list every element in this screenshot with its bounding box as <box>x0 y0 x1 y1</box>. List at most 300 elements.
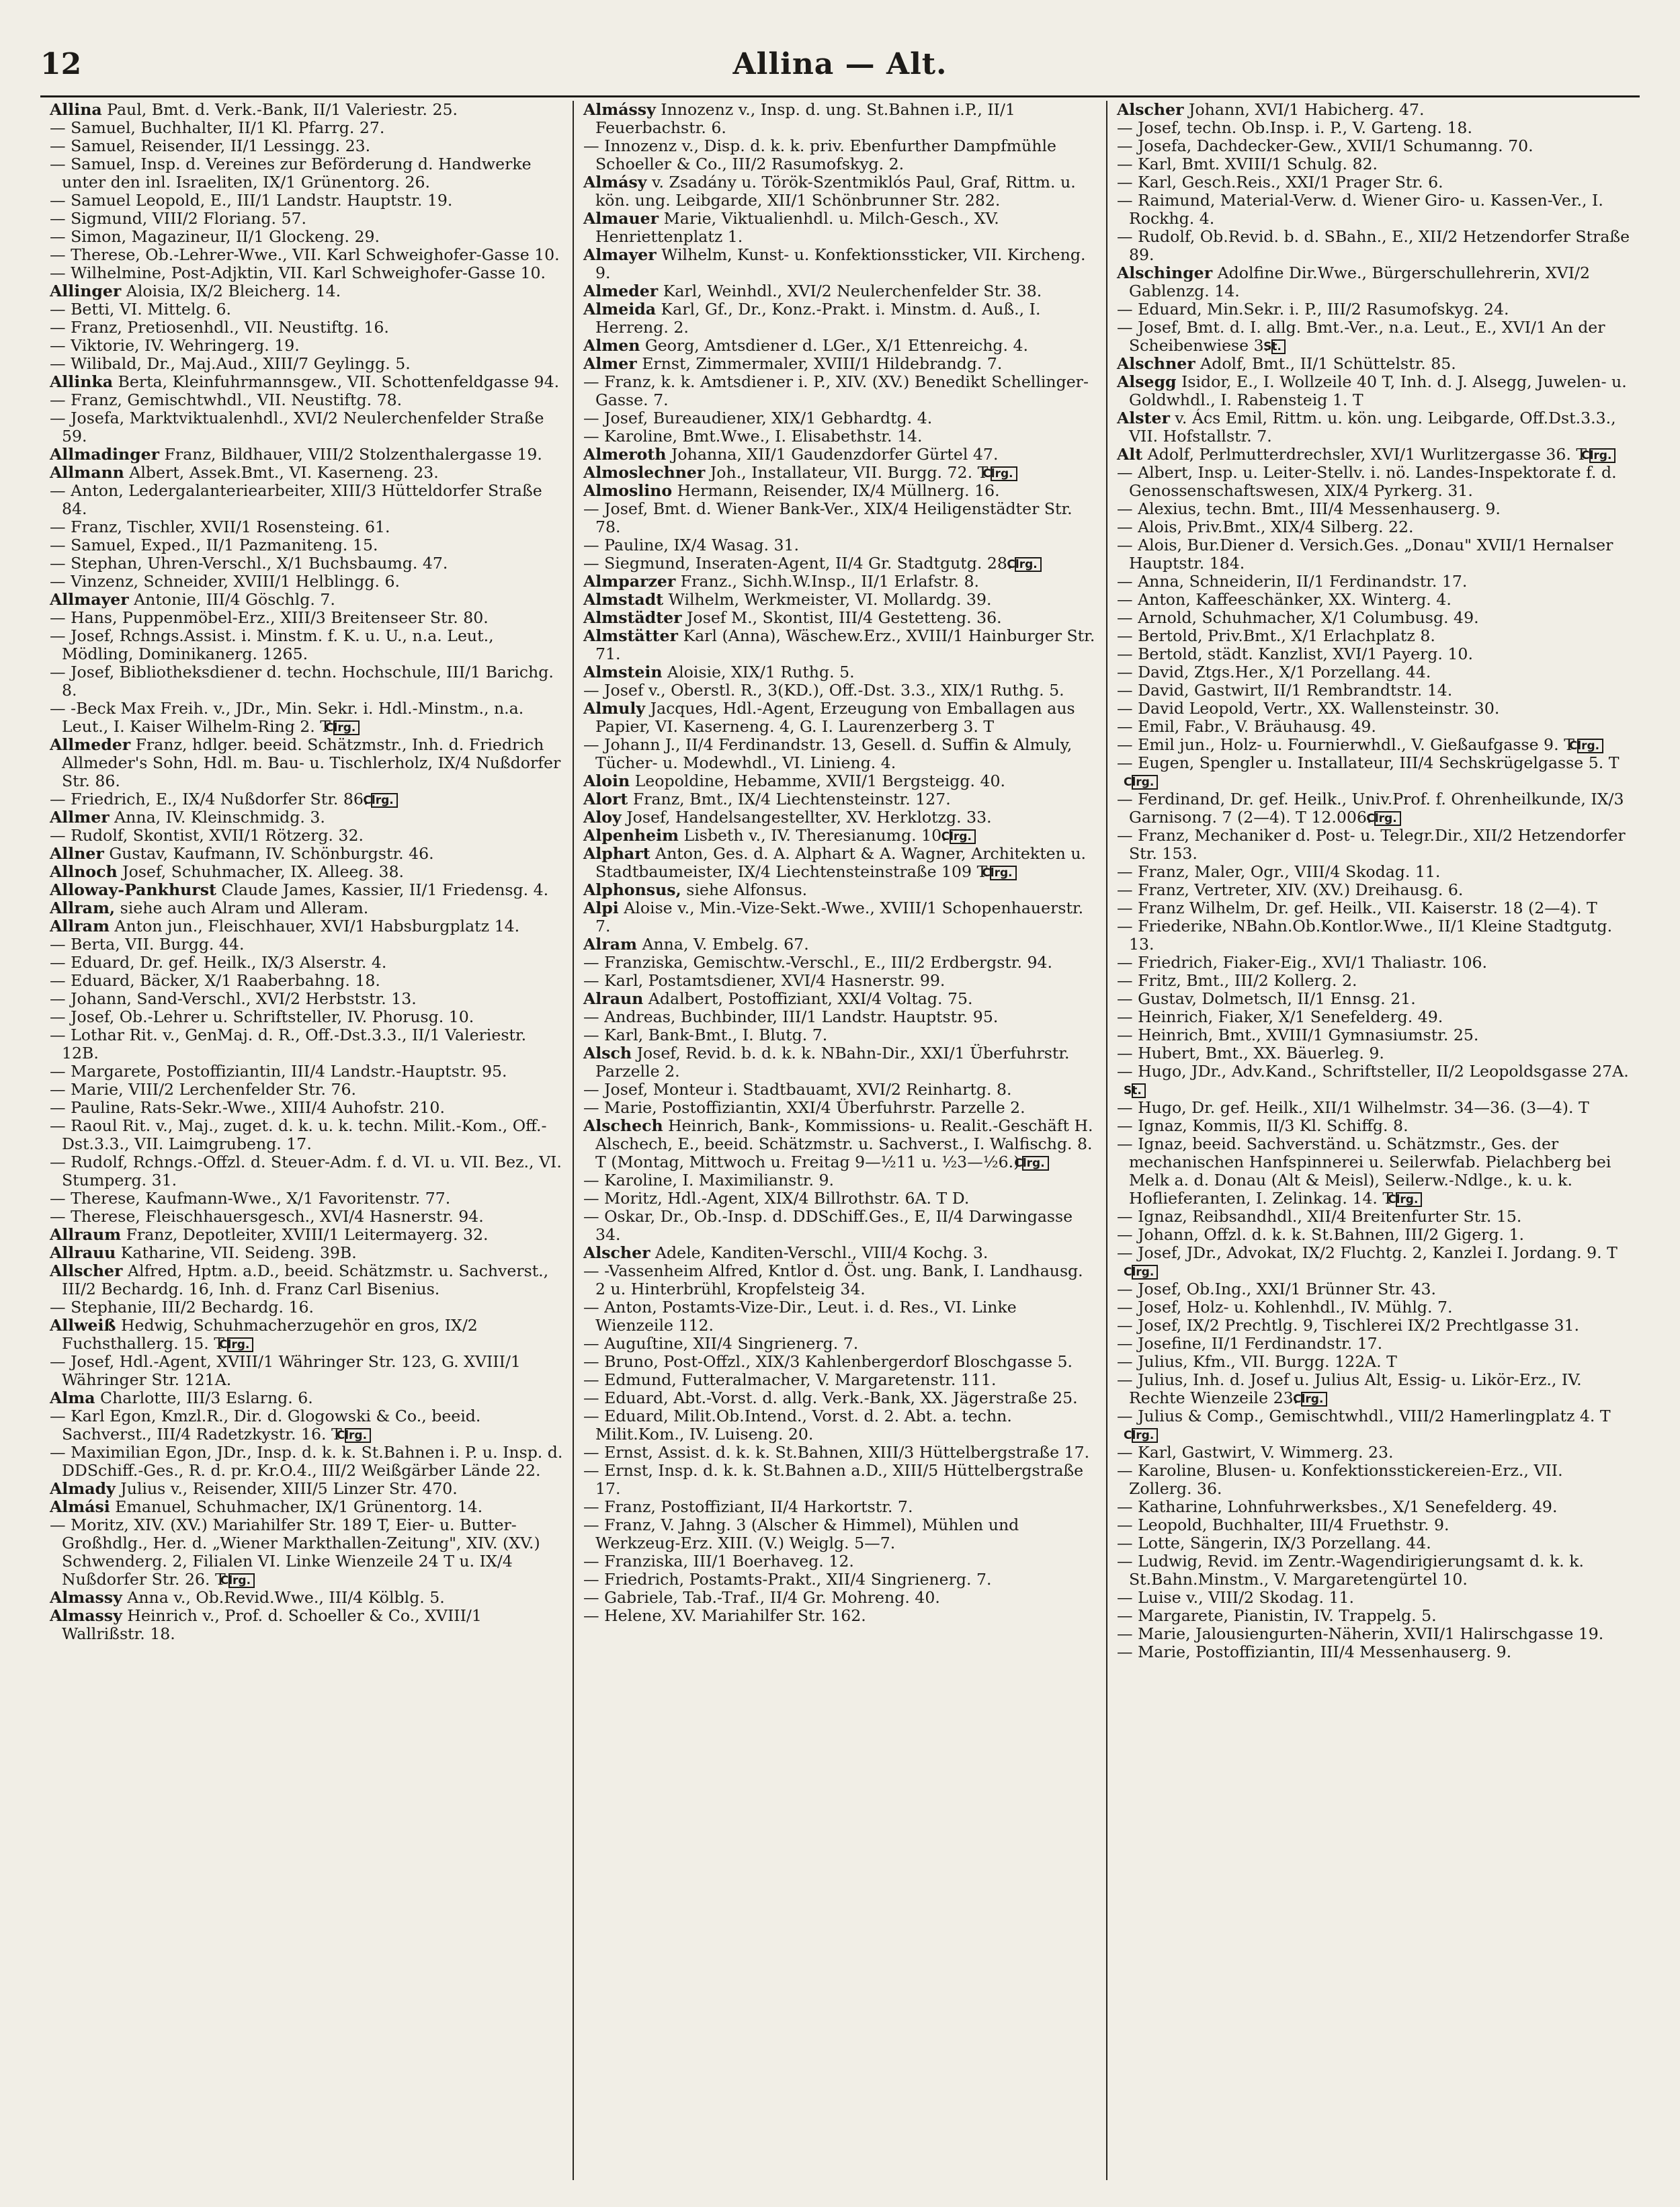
directory-entry <box>583 427 1097 446</box>
directory-entry <box>1117 609 1630 627</box>
entry-headword: Almoslechner <box>583 463 706 482</box>
directory-entry <box>583 1589 1097 1607</box>
entry-text: Anton jun., Fleischhauer, XVI/1 Habsburgplatz 14. <box>114 917 520 935</box>
directory-entry <box>1117 518 1630 536</box>
directory-entry <box>1117 1026 1630 1044</box>
entry-text: Adalbert, Postoffiziant, XXI/4 Voltag. 75. <box>648 989 973 1008</box>
entry-headword: Almeida <box>583 300 656 319</box>
entry-headword: Alscher <box>1117 101 1184 119</box>
entry-text: — Bruno, Post-Offzl., XIX/3 Kahlenbergerdorf Bloschgasse 5. <box>583 1352 1073 1371</box>
entry-headword: Allraum <box>50 1225 122 1244</box>
entry-tag: Clrg. <box>1132 1428 1158 1443</box>
directory-entry <box>1117 1643 1630 1661</box>
entry-text: — Fritz, Bmt., III/2 Kollerg. 2. <box>1117 971 1357 990</box>
entry-text: — Marie, Jalousiengurten-Näherin, XVII/1 Halirschgasse 19. <box>1117 1624 1604 1643</box>
directory-entry <box>583 808 1097 827</box>
entry-headword: Almayer <box>583 245 657 264</box>
entry-text: — Wilibald, Dr., Maj.Aud., XIII/7 Geylingg. 5. <box>50 354 411 373</box>
directory-entry <box>50 736 563 790</box>
entry-text: Julius v., Reisender, XIII/5 Linzer Str. 470. <box>120 1479 458 1498</box>
directory-entry <box>1117 917 1630 954</box>
entry-text: — Andreas, Buchbinder, III/1 Landstr. Hauptstr. 95. <box>583 1007 999 1026</box>
directory-entry <box>583 681 1097 700</box>
directory-entry <box>583 300 1097 337</box>
entry-text: — Margarete, Postoffiziantin, III/4 Landstr.-Hauptstr. 95. <box>50 1062 507 1081</box>
directory-entry <box>50 536 563 554</box>
directory-entry <box>1117 1371 1630 1407</box>
directory-entry <box>1117 355 1630 373</box>
directory-entry <box>583 554 1097 573</box>
directory-entry <box>50 319 563 337</box>
entry-text: — Samuel, Reisender, II/1 Lessingg. 23. <box>50 136 371 155</box>
directory-entry <box>583 609 1097 627</box>
entry-text: Innozenz v., Insp. d. ung. St.Bahnen i.P., II/1 Feuerbachstr. 6. <box>595 101 1015 137</box>
entry-text: — Franziska, III/1 Boerhaveg. 12. <box>583 1552 854 1571</box>
entry-text: — Edmund, Futteralmacher, V. Margaretenstr. 111. <box>583 1370 997 1389</box>
entry-text: v. Ács Emil, Rittm. u. kön. ung. Leibgarde, Off.Dst.3.3., VII. Hofstallstr. 7. <box>1129 409 1616 446</box>
directory-entry <box>1117 1534 1630 1552</box>
entry-text: — Rudolf, Ob.Revid. b. d. SBahn., E., XII/2 Hetzendorfer Straße 89. <box>1117 227 1630 264</box>
entry-text: — Lothar Rit. v., GenMaj. d. R., Off.-Dst.3.3., II/1 Valeriestr. 12B. <box>50 1026 527 1063</box>
directory-entry <box>583 173 1097 210</box>
entry-text: — David, Ztgs.Her., X/1 Porzellang. 44. <box>1117 663 1431 681</box>
directory-entry <box>583 500 1097 536</box>
directory-entry <box>50 1190 563 1208</box>
entry-text: — Josef, Bmt. d. I. allg. Bmt.-Ver., n.a. Leut., E., XVI/1 An der Scheibenwiese 3. <box>1117 318 1605 355</box>
entry-text: — Samuel Leopold, E., III/1 Landstr. Hauptstr. 19. <box>50 191 453 210</box>
directory-entry <box>583 1117 1097 1171</box>
entry-tag: Clrg. <box>1374 811 1400 826</box>
directory-entry <box>50 808 563 827</box>
entry-text: Franz, Bildhauer, VIII/2 Stolzenthalergasse 19. <box>164 445 542 464</box>
entry-text: — Rudolf, Skontist, XVII/1 Rötzerg. 32. <box>50 826 364 845</box>
entry-text: Antonie, III/4 Göschlg. 7. <box>134 590 335 609</box>
entry-headword: Allnoch <box>50 862 118 881</box>
entry-text: — Franz, Postoffiziant, II/4 Harkortstr. 7. <box>583 1497 913 1516</box>
entry-text: — Josef, Rchngs.Assist. i. Minstm. f. K. u. U., n.a. Leut., Mödling, Dominikanerg. 1265. <box>50 626 494 663</box>
entry-headword: Almen <box>583 336 640 355</box>
directory-entry <box>1117 1607 1630 1625</box>
directory-entry <box>1117 1444 1630 1462</box>
entry-text: — David Leopold, Vertr., XX. Wallensteinstr. 30. <box>1117 699 1500 718</box>
entry-text: — Karl Egon, Kmzl.R., Dir. d. Glogowski & Co., beeid. Sachverst., III/4 Radetzkystr. 16. T <box>50 1407 481 1444</box>
directory-entry <box>50 1099 563 1117</box>
entry-text: — Albert, Insp. u. Leiter-Stellv. i. nö. Landes-Inspektorate f. d. Genossenschaftswesen, XIX/4 Pyrkerg. 31. <box>1117 463 1617 500</box>
entry-text: Charlotte, III/3 Eslarng. 6. <box>100 1388 313 1407</box>
entry-tag: St. <box>1132 1083 1146 1098</box>
directory-entry <box>50 1081 563 1099</box>
entry-headword: Almparzer <box>583 572 676 591</box>
entry-text: — Josefa, Dachdecker-Gew., XVII/1 Schumanng. 70. <box>1117 136 1534 155</box>
entry-headword: Almauer <box>583 209 659 228</box>
directory-entry <box>1117 192 1630 228</box>
entry-headword: Alphonsus, <box>583 880 681 899</box>
entry-text: — Moritz, XIV. (XV.) Mariahilfer Str. 189 T, Eier- u. Butter-Großhdlg., Her. d. „Wiener Markthallen-Zeitung", XIV. (XV.) Schwenderg. 2, Filialen VI. Linke Wienzeile 24 T u. IX/4 Nußdorfer Str. 26. T <box>50 1515 540 1589</box>
directory-entry <box>1117 119 1630 137</box>
directory-entry <box>1117 1099 1630 1117</box>
entry-text: — Josef, Ob.-Lehrer u. Schriftsteller, IV. Phorusg. 10. <box>50 1007 474 1026</box>
directory-entry <box>1117 1335 1630 1353</box>
directory-entry <box>1117 464 1630 500</box>
directory-entry <box>50 282 563 300</box>
entry-text: — Eduard, Bäcker, X/1 Raaberbahng. 18. <box>50 971 380 990</box>
entry-text: — Lotte, Sängerin, IX/3 Porzellang. 44. <box>1117 1534 1431 1552</box>
directory-entry <box>583 355 1097 373</box>
entry-headword: Alloway-Pankhurst <box>50 880 216 899</box>
entry-text: — Johann, Sand-Verschl., XVI/2 Herbststr. 13. <box>50 989 417 1008</box>
entry-text: siehe Alfonsus. <box>686 880 808 899</box>
entry-text: — Julius, Inh. d. Josef u. Julius Alt, Essig- u. Likör-Erz., IV. Rechte Wienzeile 23. <box>1117 1370 1582 1407</box>
entry-text: v. Zsadány u. Török-Szentmiklós Paul, Graf, Rittm. u. kön. ung. Leibgarde, XII/1 Schönbrunner Str. 282. <box>595 173 1076 210</box>
column-3 <box>1106 101 1640 2180</box>
entry-headword: Almási <box>50 1497 110 1516</box>
entry-text: Anton, Ges. d. A. Alphart & A. Wagner, Architekten u. Stadtbaumeister, IX/4 Liechtensteinstraße 109 T <box>595 844 1087 881</box>
directory-entry <box>1117 409 1630 446</box>
entry-headword: Alort <box>583 790 628 808</box>
entry-headword: Almeder <box>583 282 659 300</box>
directory-entry <box>50 1063 563 1081</box>
entry-text: — Johann, Offzl. d. k. k. St.Bahnen, III/2 Gigerg. 1. <box>1117 1225 1525 1244</box>
directory-entry <box>1117 1298 1630 1317</box>
entry-headword: Almstadt <box>583 590 664 609</box>
entry-text: — -Vassenheim Alfred, Kntlor d. Öst. ung. Bank, I. Landhausg. 2 u. Hinterbrühl, Kropfelsteig 34. <box>583 1261 1083 1298</box>
running-head: Allina — Alt. <box>732 47 948 81</box>
entry-text: — Josefine, II/1 Ferdinandstr. 17. <box>1117 1334 1383 1353</box>
entry-text: — Therese, Ob.-Lehrer-Wwe., VII. Karl Schweighofer-Gasse 10. <box>50 245 560 264</box>
directory-entry <box>583 246 1097 282</box>
entry-tag: Clrg. <box>1022 1156 1048 1171</box>
entry-text: — Karoline, Bmt.Wwe., I. Elisabethstr. 14. <box>583 427 923 446</box>
directory-entry <box>50 119 563 137</box>
entry-text: Adolf, Perlmutterdrechsler, XVI/1 Wurlitzergasse 36. T <box>1147 445 1587 464</box>
entry-text: — Franz, V. Jahng. 3 (Alscher & Himmel), Mühlen und Werkzeug-Erz. XIII. (V.) Weiglg. 5—7. <box>583 1515 1019 1552</box>
entry-headword: Allmayer <box>50 590 129 609</box>
entry-text: Josef, Revid. b. d. k. k. NBahn-Dir., XXI/1 Überfuhrstr. Parzelle 2. <box>595 1044 1070 1081</box>
entry-headword: Almássy <box>583 101 656 119</box>
entry-text: — Franz, Pretiosenhdl., VII. Neustiftg. 16. <box>50 318 389 337</box>
entry-text: — Bertold, städt. Kanzlist, XVI/1 Payerg. 10. <box>1117 644 1473 663</box>
entry-text: Ernst, Zimmermaler, XVIII/1 Hildebrandg. 7. <box>642 354 1003 373</box>
directory-entry <box>1117 500 1630 518</box>
directory-entry <box>1117 1353 1630 1371</box>
entry-text: — Alois, Bur.Diener d. Versich.Ges. „Donau" XVII/1 Hernalser Hauptstr. 184. <box>1117 536 1613 573</box>
directory-entry <box>583 990 1097 1008</box>
entry-text: — Raoul Rit. v., Maj., zuget. d. k. u. k. techn. Milit.-Kom., Off.-Dst.3.3., VII. Laimgrubeng. 17. <box>50 1116 547 1153</box>
directory-entry <box>583 373 1097 409</box>
directory-entry <box>50 192 563 210</box>
entry-tag: Clrg. <box>991 466 1017 481</box>
entry-headword: Alpenheim <box>583 826 679 845</box>
entry-text: — Hugo, JDr., Adv.Kand., Schriftsteller, II/2 Leopoldsgasse 27A. <box>1117 1062 1629 1081</box>
entry-text: Lisbeth v., IV. Theresianumg. 10. <box>683 826 947 845</box>
directory-entry <box>583 935 1097 954</box>
entry-text: — Pauline, IX/4 Wasag. 31. <box>583 536 800 554</box>
entry-text: — Friederike, NBahn.Ob.Kontlor.Wwe., II/1 Kleine Stadtgutg. 13. <box>1117 917 1613 954</box>
entry-text: — Eugen, Spengler u. Installateur, III/4 Sechskrügelgasse 5. T <box>1117 753 1620 772</box>
entry-headword: Alschner <box>1117 354 1195 373</box>
directory-entry <box>583 1244 1097 1262</box>
entry-tag: Clrg. <box>345 1428 371 1443</box>
directory-entry <box>583 1190 1097 1208</box>
entry-text: — Marie, Postoffiziantin, XXI/4 Überfuhrstr. Parzelle 2. <box>583 1098 1025 1117</box>
entry-text: — Josef, IX/2 Prechtlg. 9, Tischlerei IX/2 Prechtlgasse 31. <box>1117 1316 1580 1335</box>
directory-entry <box>583 1353 1097 1371</box>
entry-text: — Ferdinand, Dr. gef. Heilk., Univ.Prof. f. Ohrenheilkunde, IX/3 Garnisong. 7 (2—4). T 12.006. <box>1117 790 1624 827</box>
entry-text: Karl (Anna), Wäschew.Erz., XVIII/1 Hainburger Str. 71. <box>595 626 1095 663</box>
directory-entry <box>1117 827 1630 863</box>
entry-headword: Allina <box>50 101 102 119</box>
entry-text: Isidor, E., I. Wollzeile 40 T, Inh. d. J. Alsegg, Juwelen- u. Goldwhdl., I. Rabensteig 1. T <box>1129 372 1627 409</box>
directory-entry <box>1117 1407 1630 1444</box>
directory-entry <box>50 518 563 536</box>
directory-entry <box>583 1462 1097 1498</box>
directory-entry <box>50 1208 563 1226</box>
entry-text: Leopoldine, Hebamme, XVII/1 Bergsteigg. 40. <box>634 772 1005 790</box>
directory-entry <box>50 881 563 899</box>
entry-text: Heinrich v., Prof. d. Schoeller & Co., XVIII/1 Wallrißstr. 18. <box>62 1606 482 1643</box>
directory-entry <box>1117 155 1630 173</box>
directory-entry <box>50 1407 563 1444</box>
entry-text: Berta, Kleinfuhrmannsgew., VII. Schottenfeldgasse 94. <box>118 372 560 391</box>
entry-text: — Leopold, Buchhalter, III/4 Fruethstr. 9. <box>1117 1515 1450 1534</box>
directory-entry <box>583 972 1097 990</box>
directory-entry <box>1117 1462 1630 1498</box>
entry-headword: Allmadinger <box>50 445 160 464</box>
entry-text: — Stephanie, III/2 Bechardg. 16. <box>50 1298 314 1317</box>
entry-headword: Allner <box>50 844 104 863</box>
directory-entry <box>50 863 563 881</box>
entry-text: — Franz, Gemischtwhdl., VII. Neustiftg. 78. <box>50 390 403 409</box>
entry-text: — Friedrich, E., IX/4 Nußdorfer Str. 86. <box>50 790 369 808</box>
directory-entry <box>50 790 563 808</box>
entry-text: — Josef, Hdl.-Agent, XVIII/1 Währinger Str. 123, G. XVIII/1 Währinger Str. 121A. <box>50 1352 521 1389</box>
entry-tag: Clrg. <box>1301 1392 1327 1407</box>
directory-entry <box>583 1298 1097 1335</box>
entry-headword: Allmeder <box>50 735 131 754</box>
directory-entry <box>583 700 1097 736</box>
directory-entry <box>583 482 1097 500</box>
entry-text: — Viktorie, IV. Wehringerg. 19. <box>50 336 300 355</box>
column-1 <box>40 101 573 2180</box>
entry-tag: Clrg. <box>1132 1265 1158 1280</box>
entry-text: — Josef, Ob.Ing., XXI/1 Brünner Str. 43. <box>1117 1280 1436 1298</box>
directory-entry <box>50 972 563 990</box>
directory-entry <box>1117 446 1630 464</box>
directory-entry <box>1117 972 1630 990</box>
entry-text: Paul, Bmt. d. Verk.-Bank, II/1 Valeriestr. 25. <box>107 101 458 119</box>
entry-text: — Karoline, I. Maximilianstr. 9. <box>583 1171 834 1190</box>
entry-text: — Anton, Kaffeeschänker, XX. Winterg. 4. <box>1117 590 1452 609</box>
entry-text: — Hubert, Bmt., XX. Bäuerleg. 9. <box>1117 1044 1384 1063</box>
column-2 <box>573 101 1106 2180</box>
entry-headword: Allweiß <box>50 1316 116 1335</box>
directory-entry <box>583 627 1097 663</box>
entry-headword: Allram, <box>50 899 116 917</box>
directory-entry <box>50 264 563 282</box>
directory-entry <box>1117 663 1630 681</box>
entry-text: — Heinrich, Bmt., XVIII/1 Gymnasiumstr. 25. <box>1117 1026 1479 1044</box>
directory-entry <box>50 1444 563 1480</box>
entry-text: — Therese, Fleischhauersgesch., XVI/4 Hasnerstr. 94. <box>50 1207 484 1226</box>
directory-entry <box>583 464 1097 482</box>
directory-entry <box>50 935 563 954</box>
entry-text: — Emil, Fabr., V. Bräuhausg. 49. <box>1117 717 1376 736</box>
entry-tag: Clrg. <box>1589 448 1615 463</box>
entry-text: Johanna, XII/1 Gaudenzdorfer Gürtel 47. <box>671 445 999 464</box>
directory-entry <box>50 1153 563 1190</box>
entry-text: — Josef, JDr., Advokat, IX/2 Fluchtg. 2, Kanzlei I. Jordang. 9. T <box>1117 1243 1618 1262</box>
directory-entry <box>1117 536 1630 573</box>
entry-text: Aloise v., Min.-Vize-Sekt.-Wwe., XVIII/1 Schopenhauerstr. 7. <box>595 899 1084 935</box>
directory-entry <box>1117 1008 1630 1026</box>
entry-text: — Karoline, Blusen- u. Konfektionsstickereien-Erz., VII. Zollerg. 36. <box>1117 1461 1563 1498</box>
entry-text: Hermann, Reisender, IX/4 Müllnerg. 16. <box>677 481 1000 500</box>
entry-text: — Alois, Priv.Bmt., XIX/4 Silberg. 22. <box>1117 517 1414 536</box>
directory-entry <box>50 300 563 319</box>
directory-entry <box>1117 1589 1630 1607</box>
entry-tag: Clrg. <box>1132 775 1158 790</box>
entry-text: — Karl, Gastwirt, V. Wimmerg. 23. <box>1117 1443 1394 1462</box>
entry-text: Jacques, Hdl.-Agent, Erzeugung von Emballagen aus Papier, VI. Kaserneng. 4, G. I. Laurenzerberg 3. T <box>595 699 1075 736</box>
entry-text: Joh., Installateur, VII. Burgg. 72. T <box>710 463 989 482</box>
entry-headword: Almstädter <box>583 608 682 627</box>
directory-entry <box>50 409 563 446</box>
entry-text: — Franz, Vertreter, XIV. (XV.) Dreihausg. 6. <box>1117 880 1464 899</box>
entry-text: — Marie, VIII/2 Lerchenfelder Str. 76. <box>50 1080 356 1099</box>
directory-entry <box>50 337 563 355</box>
directory-entry <box>1117 1208 1630 1226</box>
entry-text: — Ernst, Assist. d. k. k. St.Bahnen, XIII/3 Hüttelbergstraße 17. <box>583 1443 1090 1462</box>
entry-headword: Alt <box>1117 445 1143 464</box>
entry-text: Franz., Sichh.W.Insp., II/1 Erlafstr. 8. <box>680 572 980 591</box>
directory-entry <box>50 1389 563 1407</box>
directory-entry <box>50 464 563 482</box>
entry-text: — Josefa, Marktviktualenhdl., XVI/2 Neulerchenfelder Straße 59. <box>50 409 544 446</box>
entry-text: — Betti, VI. Mittelg. 6. <box>50 300 232 319</box>
entry-text: Franz, Bmt., IX/4 Liechtensteinstr. 127. <box>632 790 951 808</box>
entry-text: — Gustav, Dolmetsch, II/1 Ennsg. 21. <box>1117 989 1416 1008</box>
directory-entry <box>1117 627 1630 645</box>
directory-entry <box>583 1026 1097 1044</box>
entry-headword: Alma <box>50 1388 95 1407</box>
directory-entry <box>1117 863 1630 881</box>
entry-text: — Stephan, Uhren-Verschl., X/1 Buchsbaumg. 47. <box>50 554 448 573</box>
entry-text: — Eduard, Min.Sekr. i. P., III/2 Rasumofskyg. 24. <box>1117 300 1509 319</box>
directory-entry <box>50 101 563 119</box>
directory-entry <box>583 591 1097 609</box>
entry-text: Marie, Viktualienhdl. u. Milch-Gesch., XV. Henriettenplatz 1. <box>595 209 999 246</box>
entry-text: Wilhelm, Kunst- u. Konfektionssticker, VII. Kircheng. 9. <box>595 245 1086 282</box>
entry-text: — Ignaz, Reibsandhdl., XII/4 Breitenfurter Str. 15. <box>1117 1207 1522 1226</box>
entry-headword: Almassy <box>50 1606 122 1625</box>
entry-text: Adolfine Dir.Wwe., Bürgerschullehrerin, XVI/2 Gablenzg. 14. <box>1129 263 1590 300</box>
directory-entry <box>1117 1244 1630 1280</box>
entry-text: Karl, Weinhdl., XVI/2 Neulerchenfelder Str. 38. <box>663 282 1042 300</box>
entry-tag: Clrg. <box>333 720 360 735</box>
entry-text: — Emil jun., Holz- u. Fournierwhdl., V. Gießaufgasse 9. T <box>1117 735 1574 754</box>
directory-entry <box>50 1480 563 1498</box>
directory-entry <box>1117 1063 1630 1099</box>
entry-text: — Berta, VII. Burgg. 44. <box>50 935 245 954</box>
entry-text: Josef, Handelsangestellter, XV. Herklotzg. 33. <box>626 808 992 827</box>
entry-text: siehe auch Alram und Alleram. <box>120 899 369 917</box>
directory-entry <box>50 155 563 192</box>
directory-entry <box>583 736 1097 772</box>
directory-entry <box>583 845 1097 881</box>
entry-text: — Hans, Puppenmöbel-Erz., XIII/3 Breitenseer Str. 80. <box>50 608 489 627</box>
entry-tag: Clrg. <box>228 1573 255 1588</box>
header-rule <box>40 95 1640 97</box>
entry-text: — Alexius, techn. Bmt., III/4 Messenhauserg. 9. <box>1117 499 1501 518</box>
entry-headword: Allmer <box>50 808 110 827</box>
entry-text: — Josef, Holz- u. Kohlenhdl., IV. Mühlg. 7. <box>1117 1298 1453 1317</box>
entry-text: Claude James, Kassier, II/1 Friedensg. 4. <box>221 880 549 899</box>
entry-headword: Allrauu <box>50 1243 116 1262</box>
columns-container <box>40 101 1640 2180</box>
entry-text: — Friedrich, Postamts-Prakt., XII/4 Singrienerg. 7. <box>583 1570 992 1589</box>
directory-entry <box>583 1498 1097 1516</box>
entry-text: Alfred, Hptm. a.D., beeid. Schätzmstr. u. Sachverst., III/2 Bechardg. 16, Inh. d. Franz Carl Bisenius. <box>62 1261 549 1298</box>
entry-headword: Aloin <box>583 772 630 790</box>
entry-text: — Josef v., Oberstl. R., 3(KD.), Off.-Dst. 3.3., XIX/1 Ruthg. 5. <box>583 681 1064 700</box>
directory-entry <box>1117 319 1630 355</box>
entry-text: — Josef, Bureaudiener, XIX/1 Gebhardtg. 4. <box>583 409 933 427</box>
entry-text: — Karl, Bank-Bmt., I. Blutg. 7. <box>583 1026 828 1044</box>
entry-headword: Allmann <box>50 463 124 482</box>
directory-entry <box>1117 573 1630 591</box>
directory-entry <box>50 990 563 1008</box>
entry-text: — Samuel, Insp. d. Vereines zur Beförderung d. Handwerke unter den inl. Israeliten, IX/1 Grünentorg. 26. <box>50 155 532 192</box>
directory-entry <box>583 1389 1097 1407</box>
directory-entry <box>50 246 563 264</box>
entry-text: Adolf, Bmt., II/1 Schüttelstr. 85. <box>1200 354 1456 373</box>
entry-text: — Josef, Bmt. d. Wiener Bank-Ver., XIX/4 Heiligenstädter Str. 78. <box>583 499 1073 536</box>
directory-entry <box>1117 373 1630 409</box>
entry-text: — Maximilian Egon, JDr., Insp. d. k. k. St.Bahnen i. P. u. Insp. d. DDSchiff.-Ges., R. d. pr. Kr.O.4., III/2 Weißgärber Lände 22. <box>50 1443 563 1480</box>
directory-entry <box>583 772 1097 790</box>
entry-text: — Wilhelmine, Post-Adjktin, VII. Karl Schweighofer-Gasse 10. <box>50 263 546 282</box>
entry-text: Franz, hdlger. beeid. Schätzmstr., Inh. d. Friedrich Allmeder's Sohn, Hdl. m. Bau- u. Tischlerholz, IX/4 Nußdorfer Str. 86. <box>62 735 561 790</box>
entry-tag: Clrg. <box>950 829 976 844</box>
directory-entry <box>583 881 1097 899</box>
entry-text: — Ludwig, Revid. im Zentr.-Wagendirigierungsamt d. k. k. St.Bahn.Minstm., V. Margaretengürtel 10. <box>1117 1552 1585 1589</box>
entry-text: Georg, Amtsdiener d. LGer., X/1 Ettenreichg. 4. <box>644 336 1029 355</box>
entry-text: — Raimund, Material-Verw. d. Wiener Giro- u. Kassen-Ver., I. Rockhg. 4. <box>1117 191 1603 228</box>
entry-headword: Alscher <box>583 1243 650 1262</box>
entry-headword: Alschinger <box>1117 263 1213 282</box>
entry-headword: Alschech <box>583 1116 663 1135</box>
directory-entry <box>50 482 563 518</box>
directory-entry <box>1117 1516 1630 1534</box>
directory-entry <box>583 101 1097 137</box>
directory-entry <box>50 1244 563 1262</box>
entry-text: — Katharine, Lohnfuhrwerksbes., X/1 Senefelderg. 49. <box>1117 1497 1558 1516</box>
directory-entry <box>583 1262 1097 1298</box>
entry-text: Josef M., Skontist, III/4 Gestetteng. 36. <box>687 608 1002 627</box>
directory-entry <box>583 1516 1097 1552</box>
directory-entry <box>50 827 563 845</box>
directory-entry <box>583 282 1097 300</box>
directory-entry <box>1117 881 1630 899</box>
entry-tag: Clrg. <box>1015 557 1041 572</box>
entry-text: — Karl, Gesch.Reis., XXI/1 Prager Str. 6. <box>1117 173 1443 192</box>
entry-headword: Alster <box>1117 409 1170 427</box>
entry-text: — Arnold, Schuhmacher, X/1 Columbusg. 49. <box>1117 608 1479 627</box>
directory-entry <box>583 1044 1097 1081</box>
entry-text: — Josef, techn. Ob.Insp. i. P., V. Garteng. 18. <box>1117 118 1472 137</box>
entry-headword: Alsegg <box>1117 372 1177 391</box>
directory-entry <box>1117 300 1630 319</box>
